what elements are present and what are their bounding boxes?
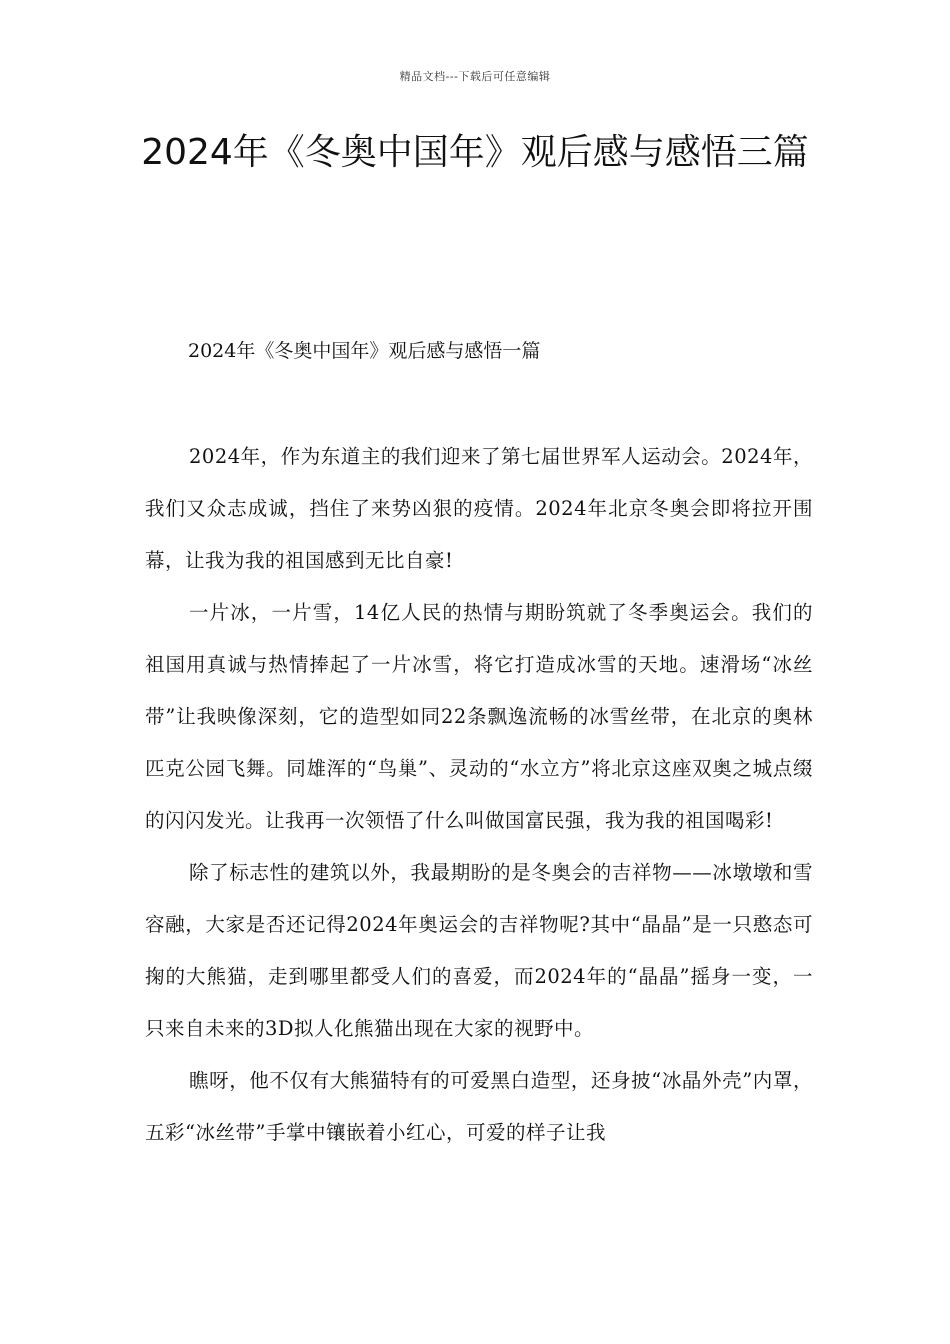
document-title: 2024年《冬奥中国年》观后感与感悟三篇 [141,132,809,173]
paragraph-2: 一片冰，一片雪，14亿人民的热情与期盼筑就了冬季奥运会。我们的祖国用真诚与热情捧起了一片冰雪，将它打造成冰雪的天地。速滑场“冰丝带”让我映像深刻，它的造型如同22条飘逸流畅的冰雪丝带，在北京的奥林匹克公园飞舞。同雄浑的“鸟巢”、灵动的“水立方”将北京这座双奥之城点缀的闪闪发光。让我再一次领悟了什么叫做国富民强，我为我的祖国喝彩! [145,601,813,832]
paragraph-1: 2024年，作为东道主的我们迎来了第七届世界军人运动会。2024年，我们又众志成诚，挡住了来势凶狠的疫情。2024年北京冬奥会即将拉开围幕，让我为我的祖国感到无比自豪! [145,445,813,572]
document-body [145,431,813,1159]
section-heading: 2024年《冬奥中国年》观后感与感悟一篇 [188,340,541,362]
paragraph-4: 瞧呀，他不仅有大熊猫特有的可爱黑白造型，还身披“冰晶外壳”内罩，五彩“冰丝带”手掌中镶嵌着小红心，可爱的样子让我 [145,1069,813,1144]
paragraph-3: 除了标志性的建筑以外，我最期盼的是冬奥会的吉祥物——冰墩墩和雪容融，大家是否还记得2024年奥运会的吉祥物呢?其中“晶晶”是一只憨态可掬的大熊猫，走到哪里都受人们的喜爱，而2024年的“晶晶”摇身一变，一只来自未来的3D拟人化熊猫出现在大家的视野中。 [145,861,813,1040]
header-note: 精品文档---下载后可任意编辑 [399,70,551,83]
